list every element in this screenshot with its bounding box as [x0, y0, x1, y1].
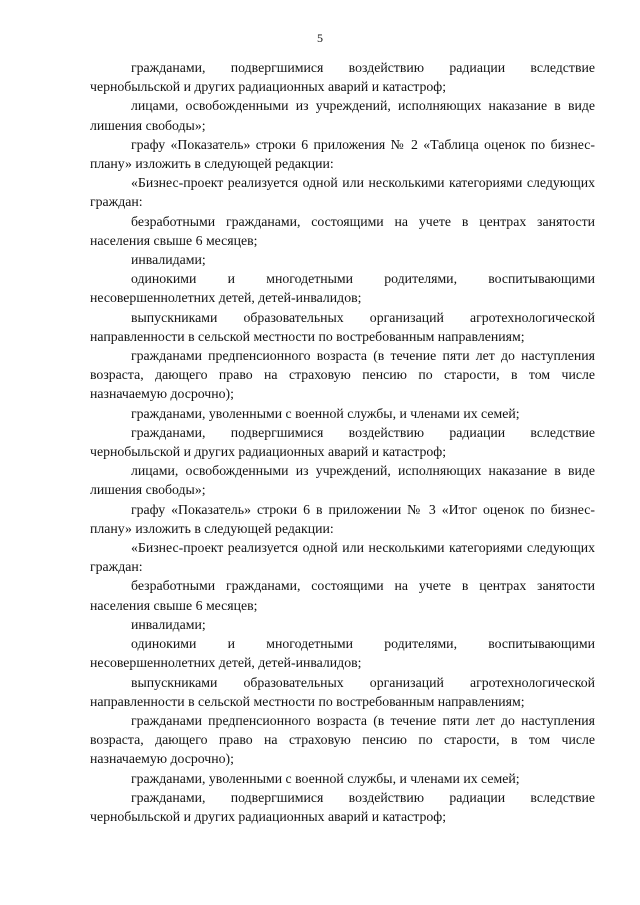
paragraph: гражданами, подвергшимися воздействию радиации вследствие чернобыльской и других радиационных аварий и катастроф; [90, 424, 595, 460]
document-body [90, 58, 595, 826]
paragraph: гражданами, подвергшимися воздействию радиации вследствие чернобыльской и других радиационных аварий и катастроф; [90, 60, 595, 95]
paragraph: графу «Показатель» строки 6 приложения № 2 «Таблица оценок по бизнес-плану» изложить в следующей редакции: [90, 136, 595, 172]
paragraph: «Бизнес-проект реализуется одной или несколькими категориями следующих граждан: [90, 540, 595, 575]
paragraph: инвалидами; [131, 616, 206, 632]
paragraph: выпускниками образовательных организаций агротехнологической направленности в сельской местности по востребованным направлениям; [90, 309, 595, 344]
paragraph: безработными гражданами, состоящими на учете в центрах занятости населения свыше 6 месяцев; [90, 578, 595, 613]
paragraph: «Бизнес-проект реализуется одной или несколькими категориями следующих граждан: [90, 175, 595, 210]
paragraph: выпускниками образовательных организаций агротехнологической направленности в сельской местности по востребованным направлениям; [90, 674, 595, 709]
paragraph: гражданами, уволенными с военной службы, и членами их семей; [131, 405, 520, 421]
paragraph: гражданами предпенсионного возраста (в течение пяти лет до наступления возраста, дающего право на страховую пенсию по старости, в том числе назначаемую досрочно); [90, 348, 595, 402]
paragraph: безработными гражданами, состоящими на учете в центрах занятости населения свыше 6 месяцев; [90, 213, 595, 248]
paragraph: лицами, освобожденными из учреждений, исполняющих наказание в виде лишения свободы»; [90, 98, 595, 133]
paragraph: одинокими и многодетными родителями, воспитывающими несовершеннолетних детей, детей-инвалидов; [90, 271, 595, 306]
paragraph: лицами, освобожденными из учреждений, исполняющих наказание в виде лишения свободы»; [90, 463, 595, 498]
paragraph: инвалидами; [131, 252, 206, 268]
paragraph: графу «Показатель» строки 6 в приложении № 3 «Итог оценок по бизнес-плану» изложить в следующей редакции: [90, 501, 595, 536]
paragraph: гражданами, уволенными с военной службы, и членами их семей; [131, 770, 520, 786]
paragraph: гражданами, подвергшимися воздействию радиации вследствие чернобыльской и других радиационных аварий и катастроф; [90, 789, 595, 824]
page-number: 5 [317, 31, 323, 45]
paragraph: одинокими и многодетными родителями, воспитывающими несовершеннолетних детей, детей-инвалидов; [90, 636, 595, 671]
paragraph: гражданами предпенсионного возраста (в течение пяти лет до наступления возраста, дающего право на страховую пенсию по старости, в том числе назначаемую досрочно); [90, 712, 595, 767]
